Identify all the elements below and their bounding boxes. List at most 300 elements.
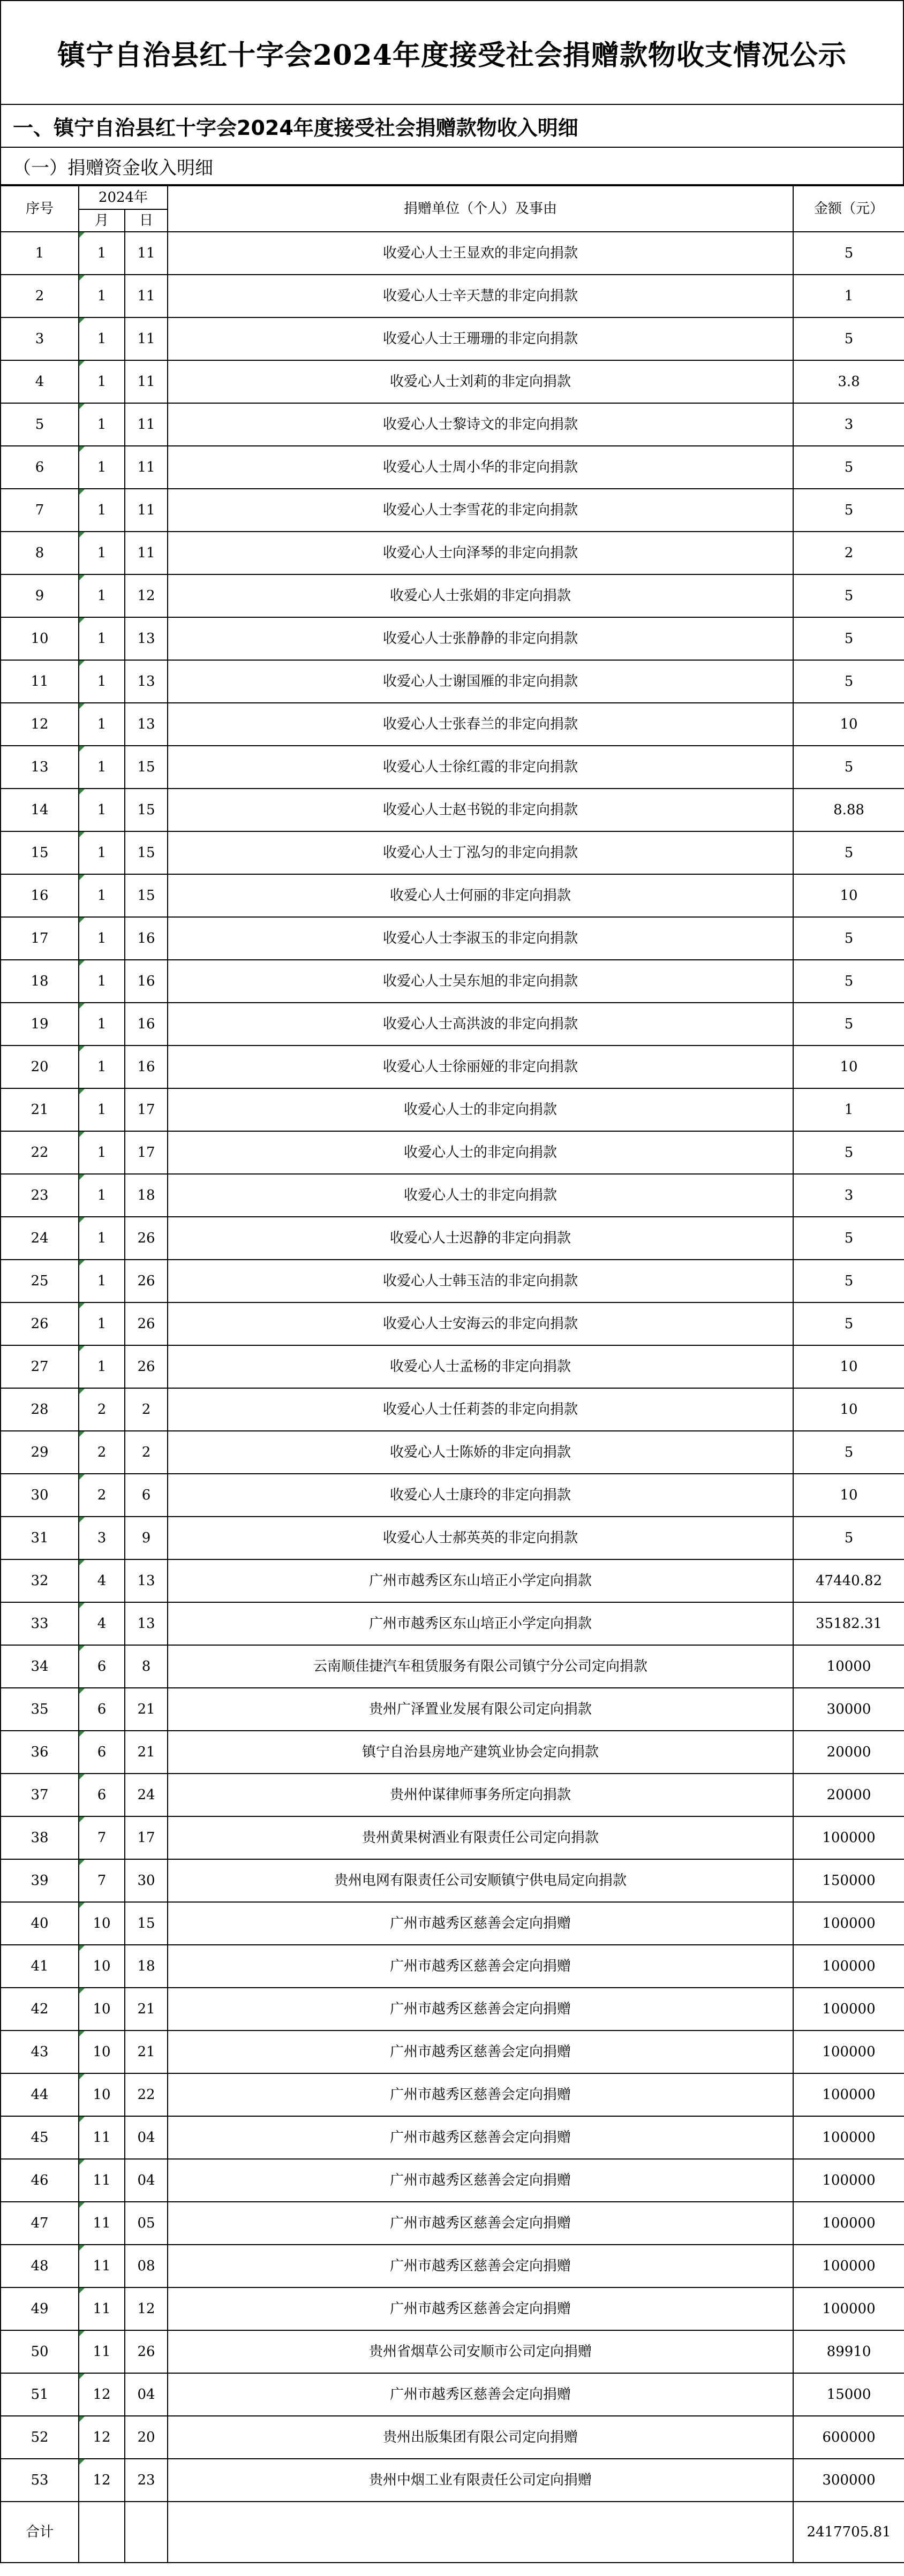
total-row (1, 2502, 904, 2563)
cell-donor: 收爱心人士的非定向捐款 (168, 1174, 793, 1217)
total-label: 合计 (1, 2502, 79, 2563)
cell-day: 15 (125, 789, 168, 831)
cell-month: 3 (79, 1517, 125, 1559)
cell-amount: 5 (793, 960, 904, 1003)
cell-day: 24 (125, 1774, 168, 1816)
cell-seq: 29 (1, 1431, 79, 1474)
cell-amount: 1 (793, 1088, 904, 1131)
cell-seq: 10 (1, 617, 79, 660)
table-row (1, 617, 904, 660)
cell-seq: 6 (1, 446, 79, 489)
table-row (1, 1260, 904, 1302)
table-row (1, 1088, 904, 1131)
cell-day: 08 (125, 2245, 168, 2287)
table-row (1, 1988, 904, 2031)
cell-day: 15 (125, 746, 168, 789)
cell-day: 17 (125, 1131, 168, 1174)
cell-amount: 15000 (793, 2373, 904, 2416)
cell-day: 05 (125, 2202, 168, 2245)
cell-seq: 19 (1, 1003, 79, 1045)
cell-seq: 2 (1, 275, 79, 317)
table-row (1, 1945, 904, 1988)
cell-amount: 100000 (793, 2287, 904, 2330)
cell-month: 1 (79, 275, 125, 317)
cell-day: 26 (125, 1260, 168, 1302)
cell-month: 11 (79, 2287, 125, 2330)
cell-month: 11 (79, 2159, 125, 2202)
cell-seq: 49 (1, 2287, 79, 2330)
cell-amount: 5 (793, 831, 904, 874)
cell-seq: 23 (1, 1174, 79, 1217)
cell-day: 13 (125, 660, 168, 703)
cell-donor: 贵州省烟草公司安顺市公司定向捐赠 (168, 2330, 793, 2373)
cell-seq: 14 (1, 789, 79, 831)
cell-donor: 收爱心人士高洪波的非定向捐款 (168, 1003, 793, 1045)
table-row (1, 232, 904, 275)
cell-amount: 1 (793, 275, 904, 317)
cell-seq: 41 (1, 1945, 79, 1988)
cell-seq: 12 (1, 703, 79, 746)
cell-amount: 5 (793, 489, 904, 532)
cell-seq: 4 (1, 360, 79, 403)
cell-donor: 收爱心人士郝英英的非定向捐款 (168, 1517, 793, 1559)
cell-amount: 10 (793, 1474, 904, 1517)
cell-seq: 13 (1, 746, 79, 789)
cell-month: 11 (79, 2202, 125, 2245)
table-row (1, 1517, 904, 1559)
cell-seq: 21 (1, 1088, 79, 1131)
cell-amount: 100000 (793, 1902, 904, 1945)
cell-amount: 10 (793, 1045, 904, 1088)
cell-donor: 云南顺佳捷汽车租赁服务有限公司镇宁分公司定向捐款 (168, 1645, 793, 1688)
cell-donor: 广州市越秀区慈善会定向捐赠 (168, 2116, 793, 2159)
total-month-empty (79, 2502, 125, 2563)
table-row (1, 1131, 904, 1174)
cell-donor: 贵州广泽置业发展有限公司定向捐款 (168, 1688, 793, 1731)
cell-day: 8 (125, 1645, 168, 1688)
cell-amount: 100000 (793, 2202, 904, 2245)
cell-seq: 1 (1, 232, 79, 275)
cell-month: 1 (79, 1131, 125, 1174)
table-row (1, 2031, 904, 2073)
cell-donor: 广州市越秀区慈善会定向捐赠 (168, 2287, 793, 2330)
cell-month: 1 (79, 703, 125, 746)
table-row (1, 2287, 904, 2330)
section-heading-text: 一、镇宁自治县红十字会2024年度接受社会捐赠款物收入明细 (13, 116, 578, 140)
cell-seq: 47 (1, 2202, 79, 2245)
table-row (1, 360, 904, 403)
cell-day: 20 (125, 2416, 168, 2459)
cell-amount: 3 (793, 403, 904, 446)
cell-donor: 收爱心人士安海云的非定向捐款 (168, 1302, 793, 1345)
header-donor: 捐赠单位（个人）及事由 (168, 186, 793, 232)
cell-day: 15 (125, 874, 168, 917)
cell-amount: 300000 (793, 2459, 904, 2502)
cell-donor: 收爱心人士周小华的非定向捐款 (168, 446, 793, 489)
cell-day: 23 (125, 2459, 168, 2502)
cell-day: 21 (125, 2031, 168, 2073)
cell-month: 1 (79, 1345, 125, 1388)
cell-month: 1 (79, 1003, 125, 1045)
table-row (1, 1602, 904, 1645)
cell-amount: 5 (793, 1003, 904, 1045)
cell-month: 1 (79, 1045, 125, 1088)
cell-day: 16 (125, 917, 168, 960)
table-row (1, 1816, 904, 1859)
cell-amount: 5 (793, 1217, 904, 1260)
table-row (1, 874, 904, 917)
table-row (1, 489, 904, 532)
cell-amount: 100000 (793, 2073, 904, 2116)
cell-seq: 43 (1, 2031, 79, 2073)
cell-month: 6 (79, 1645, 125, 1688)
table-row (1, 2459, 904, 2502)
cell-seq: 50 (1, 2330, 79, 2373)
cell-amount: 5 (793, 1260, 904, 1302)
cell-day: 12 (125, 574, 168, 617)
table-row (1, 1902, 904, 1945)
cell-day: 16 (125, 960, 168, 1003)
cell-amount: 3 (793, 1174, 904, 1217)
table-row (1, 574, 904, 617)
cell-day: 22 (125, 2073, 168, 2116)
cell-month: 1 (79, 489, 125, 532)
cell-seq: 35 (1, 1688, 79, 1731)
cell-donor: 收爱心人士李淑玉的非定向捐款 (168, 917, 793, 960)
cell-month: 1 (79, 317, 125, 360)
cell-donor: 收爱心人士韩玉洁的非定向捐款 (168, 1260, 793, 1302)
document-title-text: 镇宁自治县红十字会2024年度接受社会捐赠款物收支情况公示 (57, 39, 847, 72)
cell-seq: 28 (1, 1388, 79, 1431)
cell-month: 1 (79, 746, 125, 789)
cell-amount: 5 (793, 1302, 904, 1345)
cell-amount: 3.8 (793, 360, 904, 403)
table-body (1, 232, 904, 2502)
cell-month: 1 (79, 789, 125, 831)
cell-donor: 贵州中烟工业有限责任公司定向捐赠 (168, 2459, 793, 2502)
cell-month: 1 (79, 1088, 125, 1131)
table-row (1, 1388, 904, 1431)
cell-amount: 5 (793, 1131, 904, 1174)
cell-donor: 收爱心人士李雪花的非定向捐款 (168, 489, 793, 532)
cell-day: 21 (125, 1688, 168, 1731)
cell-donor: 广州市越秀区慈善会定向捐赠 (168, 2159, 793, 2202)
cell-seq: 27 (1, 1345, 79, 1388)
cell-seq: 24 (1, 1217, 79, 1260)
cell-month: 1 (79, 960, 125, 1003)
cell-amount: 20000 (793, 1731, 904, 1774)
cell-seq: 8 (1, 532, 79, 574)
cell-month: 2 (79, 1388, 125, 1431)
cell-amount: 5 (793, 660, 904, 703)
cell-amount: 10 (793, 1388, 904, 1431)
cell-amount: 100000 (793, 2031, 904, 2073)
header-year: 2024年 (79, 186, 168, 209)
cell-donor: 收爱心人士张静静的非定向捐款 (168, 617, 793, 660)
header-seq: 序号 (1, 186, 79, 232)
cell-month: 10 (79, 1945, 125, 1988)
cell-donor: 收爱心人士吴东旭的非定向捐款 (168, 960, 793, 1003)
table-row (1, 2330, 904, 2373)
cell-donor: 收爱心人士的非定向捐款 (168, 1088, 793, 1131)
cell-amount: 8.88 (793, 789, 904, 831)
total-donor-empty (168, 2502, 793, 2563)
cell-amount: 100000 (793, 2245, 904, 2287)
cell-donor: 收爱心人士何丽的非定向捐款 (168, 874, 793, 917)
subsection-heading-text: （一）捐赠资金收入明细 (13, 157, 213, 179)
cell-month: 10 (79, 2073, 125, 2116)
cell-donor: 收爱心人士任莉荟的非定向捐款 (168, 1388, 793, 1431)
table-row (1, 1559, 904, 1602)
cell-amount: 89910 (793, 2330, 904, 2373)
cell-seq: 3 (1, 317, 79, 360)
table-row (1, 2116, 904, 2159)
cell-amount: 600000 (793, 2416, 904, 2459)
cell-month: 6 (79, 1774, 125, 1816)
cell-day: 26 (125, 1345, 168, 1388)
cell-month: 2 (79, 1431, 125, 1474)
cell-day: 13 (125, 617, 168, 660)
cell-donor: 广州市越秀区慈善会定向捐赠 (168, 2202, 793, 2245)
cell-month: 1 (79, 403, 125, 446)
table-row (1, 2202, 904, 2245)
cell-month: 12 (79, 2416, 125, 2459)
cell-donor: 广州市越秀区东山培正小学定向捐款 (168, 1602, 793, 1645)
cell-donor: 广州市越秀区慈善会定向捐赠 (168, 2245, 793, 2287)
cell-donor: 收爱心人士的非定向捐款 (168, 1131, 793, 1174)
cell-seq: 37 (1, 1774, 79, 1816)
cell-day: 04 (125, 2116, 168, 2159)
cell-donor: 广州市越秀区慈善会定向捐赠 (168, 2073, 793, 2116)
table-row (1, 831, 904, 874)
cell-seq: 11 (1, 660, 79, 703)
cell-month: 12 (79, 2459, 125, 2502)
cell-donor: 收爱心人士辛天慧的非定向捐款 (168, 275, 793, 317)
cell-day: 9 (125, 1517, 168, 1559)
cell-donor: 收爱心人士张娟的非定向捐款 (168, 574, 793, 617)
total-day-empty (125, 2502, 168, 2563)
cell-month: 1 (79, 574, 125, 617)
cell-donor: 收爱心人士王显欢的非定向捐款 (168, 232, 793, 275)
cell-donor: 收爱心人士刘莉的非定向捐款 (168, 360, 793, 403)
cell-donor: 收爱心人士丁泓匀的非定向捐款 (168, 831, 793, 874)
cell-seq: 32 (1, 1559, 79, 1602)
cell-day: 04 (125, 2373, 168, 2416)
cell-amount: 100000 (793, 1945, 904, 1988)
cell-seq: 18 (1, 960, 79, 1003)
cell-seq: 22 (1, 1131, 79, 1174)
cell-month: 1 (79, 917, 125, 960)
cell-donor: 收爱心人士赵书锐的非定向捐款 (168, 789, 793, 831)
cell-donor: 收爱心人士向泽琴的非定向捐款 (168, 532, 793, 574)
cell-donor: 广州市越秀区慈善会定向捐赠 (168, 2031, 793, 2073)
table-row (1, 403, 904, 446)
cell-month: 11 (79, 2330, 125, 2373)
cell-day: 15 (125, 1902, 168, 1945)
cell-seq: 26 (1, 1302, 79, 1345)
table-row (1, 1431, 904, 1474)
cell-amount: 5 (793, 574, 904, 617)
cell-donor: 收爱心人士徐红霞的非定向捐款 (168, 746, 793, 789)
cell-seq: 53 (1, 2459, 79, 2502)
cell-amount: 10000 (793, 1645, 904, 1688)
cell-day: 16 (125, 1045, 168, 1088)
table-row (1, 1645, 904, 1688)
cell-amount: 10 (793, 1345, 904, 1388)
cell-day: 18 (125, 1945, 168, 1988)
cell-day: 12 (125, 2287, 168, 2330)
cell-day: 11 (125, 275, 168, 317)
cell-seq: 15 (1, 831, 79, 874)
table-row (1, 1003, 904, 1045)
table-row (1, 703, 904, 746)
cell-day: 16 (125, 1003, 168, 1045)
cell-month: 1 (79, 660, 125, 703)
cell-amount: 5 (793, 617, 904, 660)
cell-month: 12 (79, 2373, 125, 2416)
cell-amount: 5 (793, 446, 904, 489)
cell-month: 2 (79, 1474, 125, 1517)
cell-month: 1 (79, 446, 125, 489)
cell-amount: 100000 (793, 2159, 904, 2202)
table-row (1, 917, 904, 960)
cell-donor: 收爱心人士张春兰的非定向捐款 (168, 703, 793, 746)
cell-donor: 收爱心人士迟静的非定向捐款 (168, 1217, 793, 1260)
cell-donor: 收爱心人士徐丽娅的非定向捐款 (168, 1045, 793, 1088)
cell-donor: 贵州出版集团有限公司定向捐赠 (168, 2416, 793, 2459)
cell-day: 11 (125, 232, 168, 275)
cell-amount: 5 (793, 1431, 904, 1474)
cell-seq: 52 (1, 2416, 79, 2459)
cell-amount: 10 (793, 874, 904, 917)
cell-amount: 35182.31 (793, 1602, 904, 1645)
cell-amount: 100000 (793, 1816, 904, 1859)
document-title (0, 0, 904, 105)
cell-day: 17 (125, 1088, 168, 1131)
cell-month: 1 (79, 1302, 125, 1345)
cell-day: 26 (125, 1302, 168, 1345)
table-row (1, 660, 904, 703)
table-row (1, 1045, 904, 1088)
cell-seq: 16 (1, 874, 79, 917)
cell-seq: 42 (1, 1988, 79, 2031)
total-amount: 2417705.81 (793, 2502, 904, 2563)
cell-month: 1 (79, 1260, 125, 1302)
cell-month: 11 (79, 2116, 125, 2159)
cell-donor: 收爱心人士康玲的非定向捐款 (168, 1474, 793, 1517)
cell-seq: 34 (1, 1645, 79, 1688)
cell-amount: 5 (793, 232, 904, 275)
cell-day: 6 (125, 1474, 168, 1517)
table-row (1, 1731, 904, 1774)
table-row (1, 2073, 904, 2116)
cell-amount: 150000 (793, 1859, 904, 1902)
cell-day: 04 (125, 2159, 168, 2202)
cell-day: 26 (125, 2330, 168, 2373)
cell-day: 13 (125, 1559, 168, 1602)
cell-day: 21 (125, 1988, 168, 2031)
cell-amount: 5 (793, 1517, 904, 1559)
cell-seq: 38 (1, 1816, 79, 1859)
cell-seq: 51 (1, 2373, 79, 2416)
cell-day: 15 (125, 831, 168, 874)
cell-seq: 7 (1, 489, 79, 532)
cell-seq: 36 (1, 1731, 79, 1774)
cell-seq: 17 (1, 917, 79, 960)
table-row (1, 960, 904, 1003)
cell-amount: 10 (793, 703, 904, 746)
cell-month: 7 (79, 1816, 125, 1859)
cell-donor: 贵州仲谋律师事务所定向捐款 (168, 1774, 793, 1816)
cell-donor: 贵州黄果树酒业有限责任公司定向捐款 (168, 1816, 793, 1859)
cell-day: 26 (125, 1217, 168, 1260)
cell-day: 11 (125, 532, 168, 574)
cell-month: 6 (79, 1731, 125, 1774)
cell-month: 4 (79, 1559, 125, 1602)
cell-amount: 5 (793, 746, 904, 789)
cell-amount: 5 (793, 317, 904, 360)
table-row (1, 2159, 904, 2202)
donation-income-table (0, 185, 904, 2563)
table-row (1, 1688, 904, 1731)
cell-seq: 40 (1, 1902, 79, 1945)
cell-month: 10 (79, 2031, 125, 2073)
cell-month: 6 (79, 1688, 125, 1731)
table-row (1, 2245, 904, 2287)
cell-month: 11 (79, 2245, 125, 2287)
cell-day: 11 (125, 403, 168, 446)
subsection-heading (0, 148, 904, 185)
cell-donor: 收爱心人士孟杨的非定向捐款 (168, 1345, 793, 1388)
table-row (1, 789, 904, 831)
cell-month: 1 (79, 1217, 125, 1260)
cell-seq: 33 (1, 1602, 79, 1645)
cell-month: 1 (79, 874, 125, 917)
cell-month: 7 (79, 1859, 125, 1902)
cell-donor: 广州市越秀区东山培正小学定向捐款 (168, 1559, 793, 1602)
cell-seq: 48 (1, 2245, 79, 2287)
cell-amount: 30000 (793, 1688, 904, 1731)
table-row (1, 446, 904, 489)
cell-day: 2 (125, 1388, 168, 1431)
table-row (1, 746, 904, 789)
cell-amount: 100000 (793, 2116, 904, 2159)
cell-donor: 广州市越秀区慈善会定向捐赠 (168, 2373, 793, 2416)
cell-day: 11 (125, 360, 168, 403)
header-month: 月 (79, 209, 125, 232)
header-amount: 金额（元） (793, 186, 904, 232)
cell-day: 11 (125, 489, 168, 532)
cell-seq: 20 (1, 1045, 79, 1088)
cell-month: 4 (79, 1602, 125, 1645)
cell-day: 2 (125, 1431, 168, 1474)
cell-month: 1 (79, 1174, 125, 1217)
cell-month: 1 (79, 360, 125, 403)
section-heading (0, 105, 904, 148)
cell-day: 11 (125, 317, 168, 360)
cell-month: 10 (79, 1988, 125, 2031)
cell-seq: 25 (1, 1260, 79, 1302)
cell-seq: 5 (1, 403, 79, 446)
cell-donor: 收爱心人士陈娇的非定向捐款 (168, 1431, 793, 1474)
cell-donor: 广州市越秀区慈善会定向捐赠 (168, 1988, 793, 2031)
table-row (1, 1474, 904, 1517)
cell-month: 1 (79, 232, 125, 275)
cell-amount: 100000 (793, 1988, 904, 2031)
cell-seq: 9 (1, 574, 79, 617)
cell-seq: 30 (1, 1474, 79, 1517)
cell-day: 17 (125, 1816, 168, 1859)
